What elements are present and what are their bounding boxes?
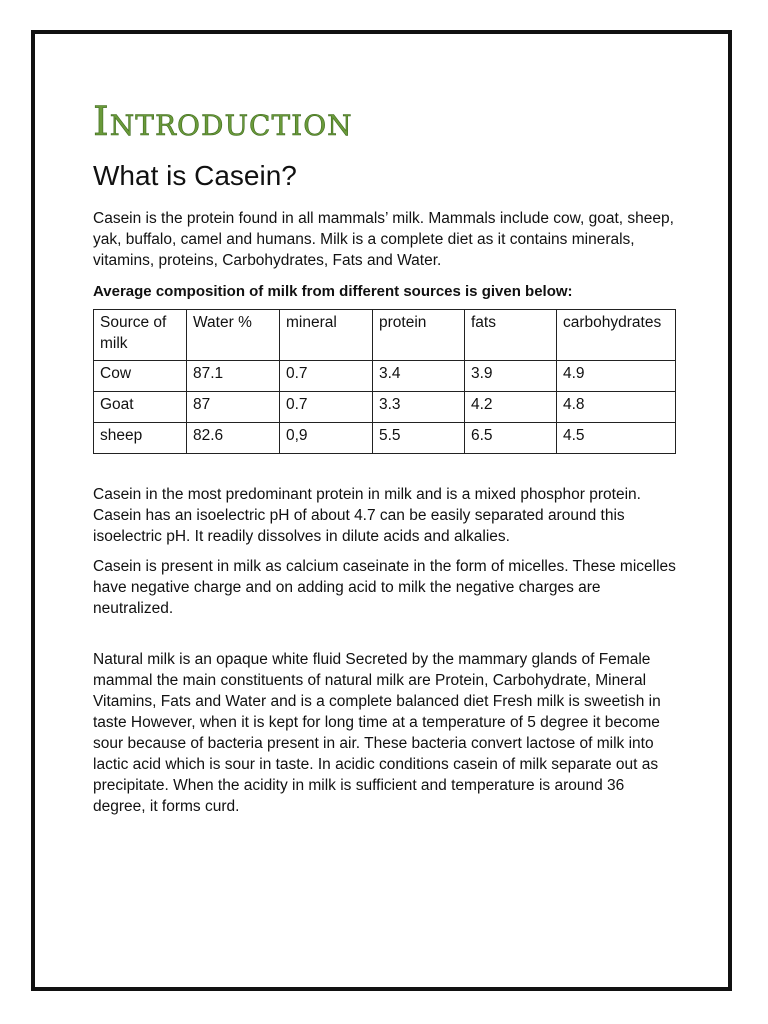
table-caption: Average composition of milk from different sources is given below: (93, 283, 573, 300)
document-body (93, 96, 678, 817)
table-cell: 82.6 (187, 423, 280, 454)
table-cell: 3.3 (373, 392, 465, 423)
table-cell: 3.4 (373, 361, 465, 392)
table-cell: Cow (94, 361, 187, 392)
table-cell: 0,9 (280, 423, 373, 454)
table-cell: 4.9 (557, 361, 676, 392)
table-header-cell: fats (465, 310, 557, 361)
table-header-cell: protein (373, 310, 465, 361)
table-row (94, 423, 676, 454)
table-cell: 4.8 (557, 392, 676, 423)
section-heading: Introduction (93, 99, 353, 145)
casein-paragraph-2: Casein is present in milk as calcium caseinate in the form of micelles. These micelles have negative charge and on adding acid to milk the negative charges are neutralized. (93, 558, 676, 617)
intro-paragraph: Casein is the protein found in all mammals’ milk. Mammals include cow, goat, sheep, yak, buffalo, camel and humans. Milk is a complete diet as it contains minerals, vitamins, proteins, Carbohydrates, Fats and Water. (93, 210, 674, 269)
table-cell: 5.5 (373, 423, 465, 454)
table-header-row (94, 310, 676, 361)
table-cell: 4.2 (465, 392, 557, 423)
table-cell: 0.7 (280, 392, 373, 423)
natural-milk-paragraph: Natural milk is an opaque white fluid Secreted by the mammary glands of Female mammal the main constituents of natural milk are Protein, Carbohydrate, Mineral Vitamins, Fats and Water and is a complete balanced diet Fresh milk is sweetish in taste However, when it is kept for long time at a temperature of 5 degree it become sour because of bacteria present in air. These bacteria convert lactose of milk into lactic acid which is sour in taste. In acidic conditions casein of milk separate out as precipitate. When the acidity in milk is sufficient and temperature is around 36 degree, it forms curd. (93, 651, 661, 815)
table-cell: 87 (187, 392, 280, 423)
sub-heading: What is Casein? (93, 160, 297, 191)
table-row (94, 361, 676, 392)
table-row (94, 392, 676, 423)
table-cell: sheep (94, 423, 187, 454)
table-cell: 0.7 (280, 361, 373, 392)
casein-paragraph-1: Casein in the most predominant protein in milk and is a mixed phosphor protein. Casein has an isoelectric pH of about 4.7 can be easily separated around this isoelectric pH. It readily dissolves in dilute acids and alkalies. (93, 486, 641, 545)
table-cell: 6.5 (465, 423, 557, 454)
table-header-cell: mineral (280, 310, 373, 361)
table-header-cell: carbohydrates (557, 310, 676, 361)
table-cell: 3.9 (465, 361, 557, 392)
table-cell: Goat (94, 392, 187, 423)
table-header-cell: Source of milk (94, 310, 187, 361)
milk-composition-table (93, 309, 676, 454)
table-cell: 87.1 (187, 361, 280, 392)
table-header-cell: Water % (187, 310, 280, 361)
table-cell: 4.5 (557, 423, 676, 454)
